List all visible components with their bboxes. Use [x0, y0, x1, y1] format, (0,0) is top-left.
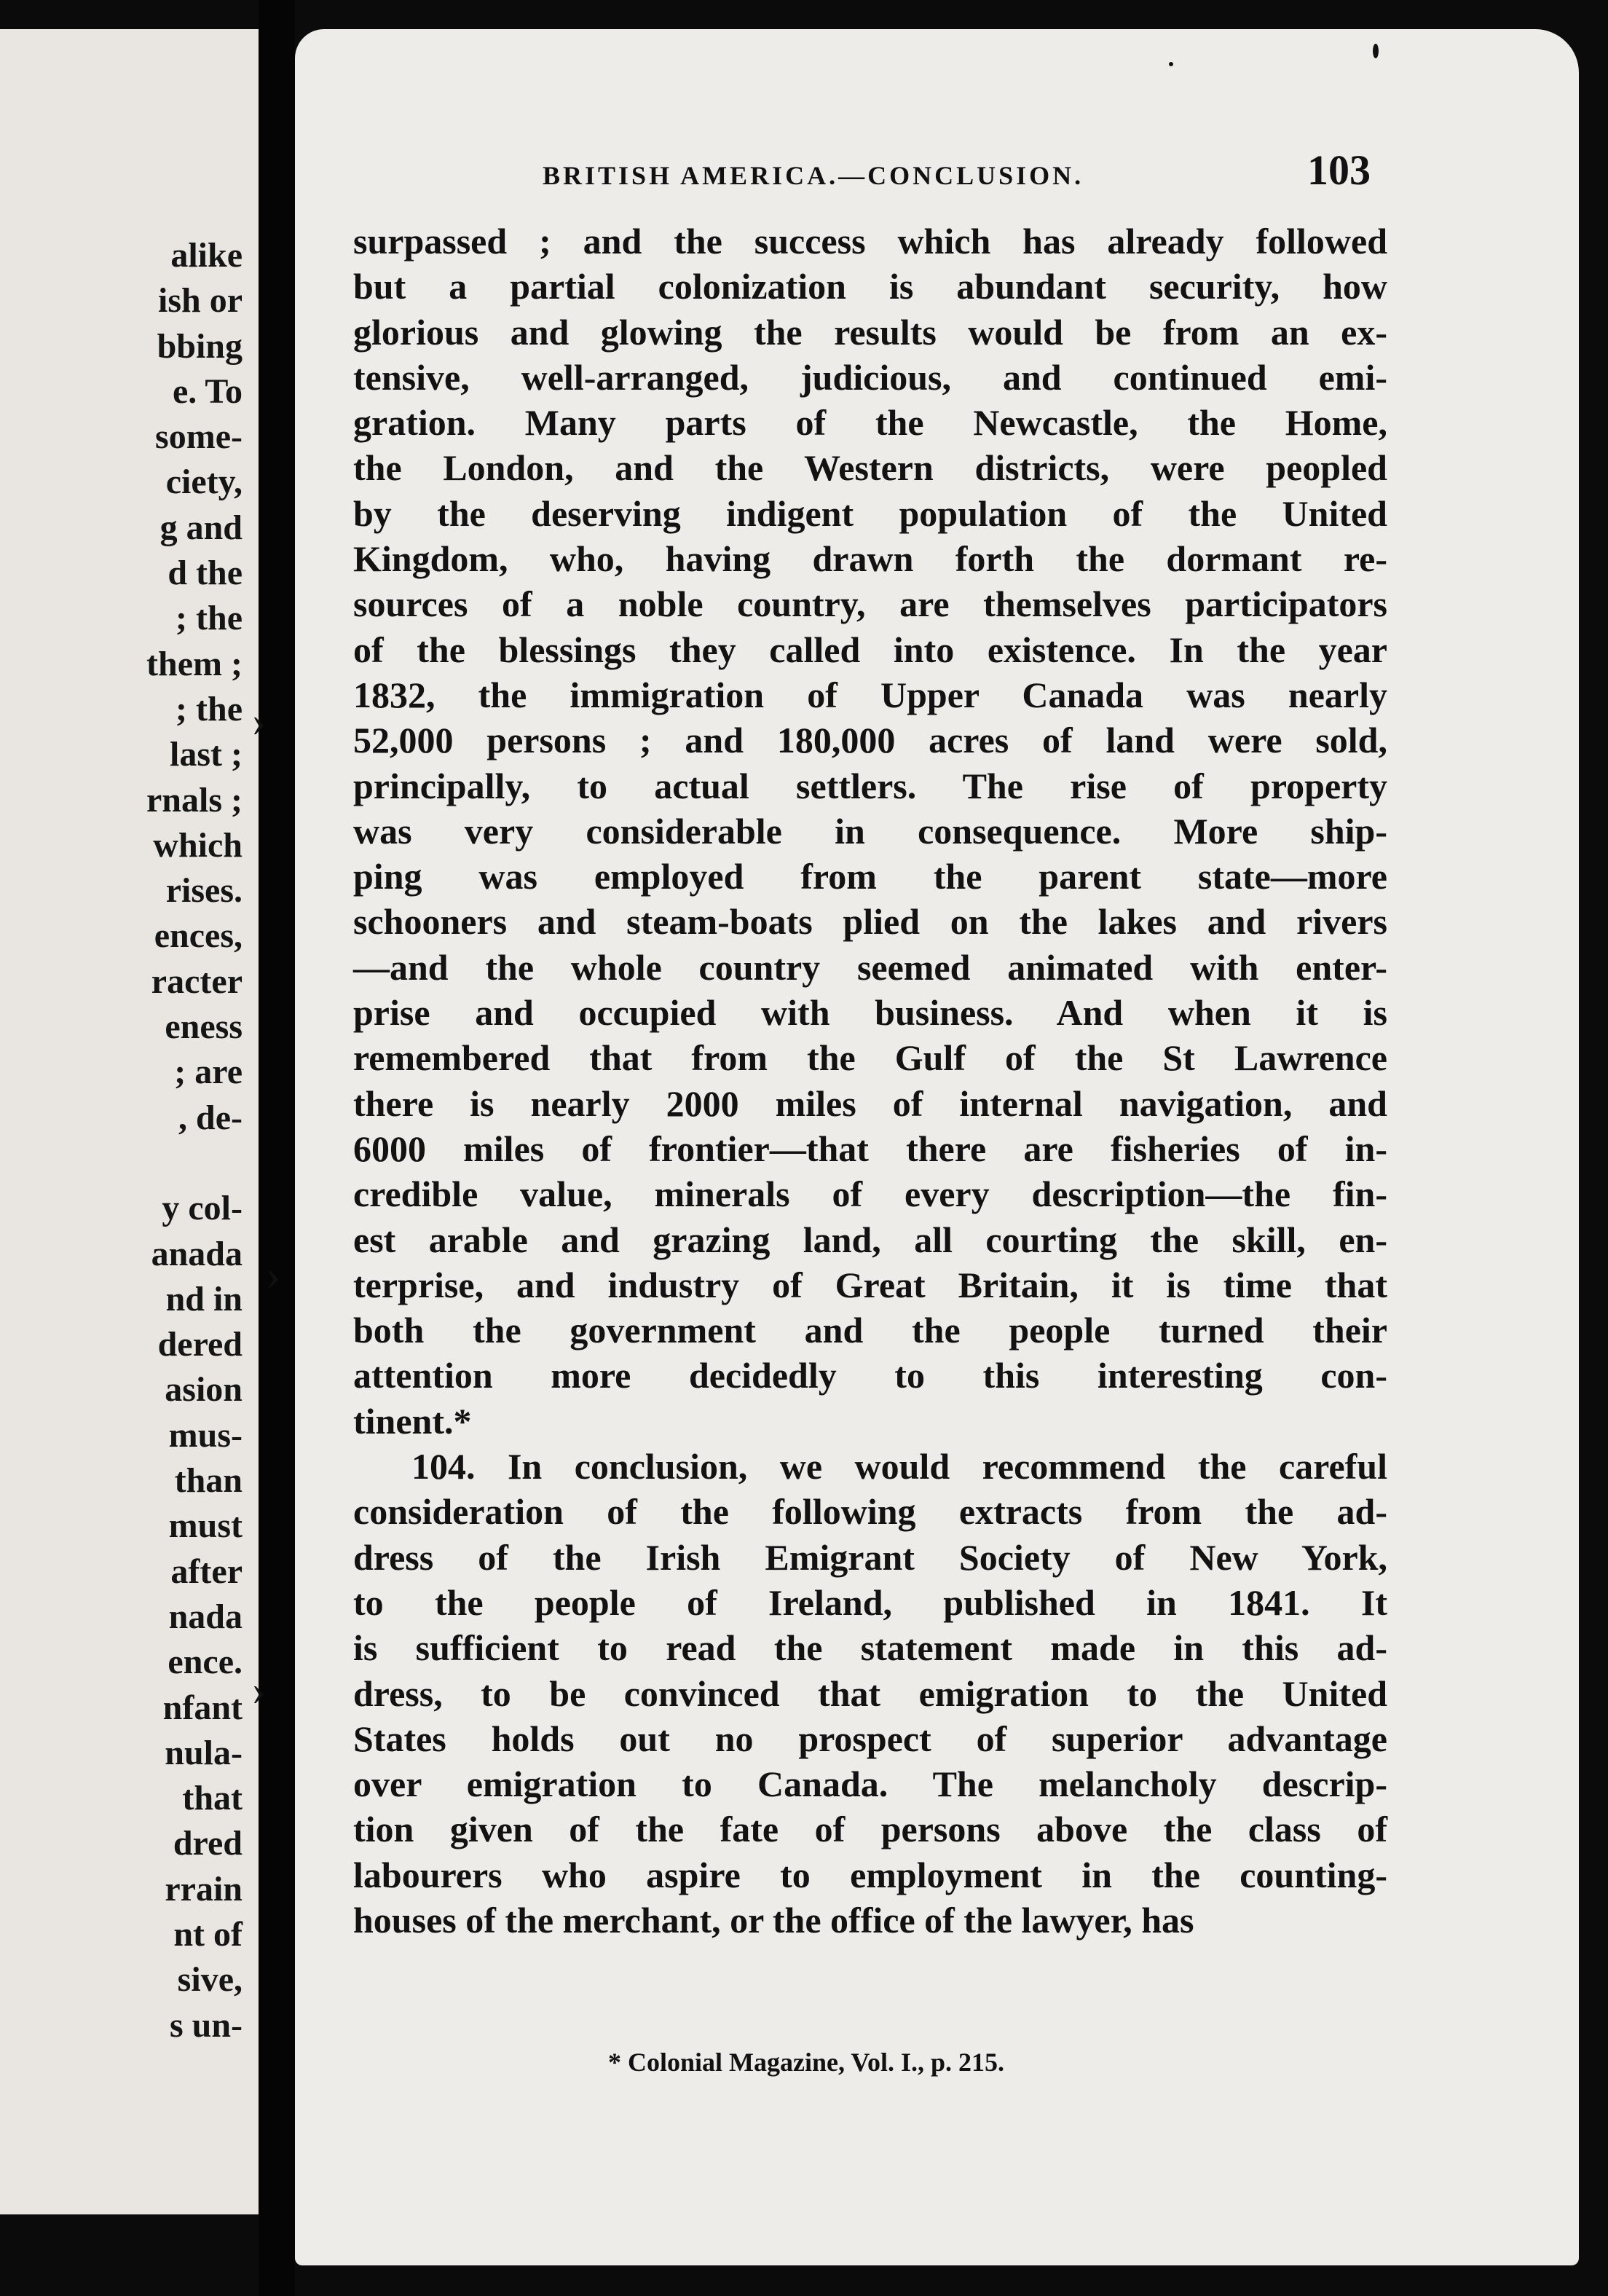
previous-page-line: ; the — [176, 599, 243, 638]
previous-page-line: d the — [168, 554, 243, 593]
text-line: dress of the Irish Emigrant Society of New York, — [353, 1536, 1387, 1578]
previous-page-line: dred — [173, 1824, 243, 1863]
previous-page-line: dered — [157, 1325, 243, 1364]
text-line: 1832, the immigration of Upper Canada was nearly — [353, 674, 1387, 715]
text-line: ping was employed from the parent state—more — [353, 856, 1387, 897]
book-page — [251, 29, 1579, 2265]
text-line: was very considerable in consequence. More ship- — [353, 810, 1387, 852]
previous-page-line: ; the — [176, 689, 243, 728]
previous-page-line: ences, — [154, 916, 243, 956]
previous-page-line: asion — [165, 1370, 243, 1410]
text-line: but a partial colonization is abundant security, how — [353, 266, 1387, 307]
previous-page-line: rnals ; — [146, 780, 243, 819]
text-line: there is nearly 2000 miles of internal navigation, and — [353, 1082, 1387, 1124]
text-line: to the people of Ireland, published in 1841. It — [353, 1581, 1387, 1623]
previous-page-line: ish or — [157, 281, 243, 321]
previous-page-line: s un- — [169, 2005, 243, 2045]
text-line: terprise, and industry of Great Britain, it is time that — [353, 1264, 1387, 1305]
text-line: over emigration to Canada. The melancholy descrip- — [353, 1764, 1387, 1805]
text-line: prise and occupied with business. And when it is — [353, 992, 1387, 1034]
text-line: labourers who aspire to employment in the counting- — [353, 1854, 1387, 1895]
text-line: consideration of the following extracts from the ad- — [353, 1491, 1387, 1533]
previous-page-line: nfant — [162, 1688, 243, 1727]
body-text — [353, 219, 1387, 1943]
running-head — [295, 138, 1579, 197]
text-line: sources of a noble country, are themselves participators — [353, 583, 1387, 625]
previous-page-line: mus- — [168, 1415, 243, 1455]
previous-page-line: bbing — [157, 326, 243, 366]
previous-page-line: y col- — [162, 1189, 243, 1228]
text-line: dress, to be convinced that emigration to the United — [353, 1672, 1387, 1714]
previous-page-line: eness — [165, 1007, 243, 1047]
text-line: tensive, well-arranged, judicious, and continued emi- — [353, 356, 1387, 398]
previous-page-line: them ; — [146, 644, 243, 683]
previous-page-line: some- — [155, 417, 243, 457]
previous-page-line: ence. — [168, 1643, 243, 1682]
previous-page-line: ciety, — [165, 463, 243, 502]
previous-page-line: than — [174, 1461, 243, 1501]
previous-page-line: nada — [168, 1597, 243, 1636]
text-line: est arable and grazing land, all courting the skill, en- — [353, 1219, 1387, 1260]
text-line: gration. Many parts of the Newcastle, the Home, — [353, 402, 1387, 444]
text-line: glorious and glowing the results would be from an ex- — [353, 311, 1387, 353]
text-line: principally, to actual settlers. The rise of property — [353, 765, 1387, 806]
page-number: 103 — [1307, 146, 1371, 194]
previous-page-line: alike — [170, 236, 243, 275]
text-line: houses of the merchant, or the office of the lawyer, has — [353, 1899, 1194, 1941]
previous-page-line — [146, 1141, 243, 1186]
margin-mark: › — [251, 1666, 266, 1714]
text-line: remembered that from the Gulf of the St Lawrence — [353, 1037, 1387, 1079]
previous-page-line: nt of — [173, 1914, 243, 1954]
text-line: —and the whole country seemed animated with enter- — [353, 946, 1387, 988]
text-line: schooners and steam-boats plied on the lakes and rivers — [353, 901, 1387, 943]
text-line: 52,000 persons ; and 180,000 acres of land were sold, — [353, 720, 1387, 761]
previous-page-line: which — [153, 825, 243, 865]
previous-page-line: nula- — [165, 1733, 243, 1772]
text-line: 6000 miles of frontier—that there are fisheries of in- — [353, 1128, 1387, 1169]
running-head-title: BRITISH AMERICA.—CONCLUSION. — [543, 161, 1084, 190]
previous-page-line: , de- — [178, 1098, 243, 1137]
text-line: 104. In conclusion, we would recommend the careful — [411, 1446, 1387, 1487]
text-line: States holds out no prospect of superior advantage — [353, 1718, 1387, 1759]
footnote: * Colonial Magazine, Vol. I., p. 215. — [608, 2048, 1005, 2077]
previous-page-line: after — [170, 1552, 243, 1591]
text-line: both the government and the people turned their — [353, 1310, 1387, 1351]
text-line: surpassed ; and the success which has already followed — [353, 221, 1387, 262]
previous-page-line: that — [182, 1779, 243, 1818]
text-line: by the deserving indigent population of the United — [353, 492, 1387, 534]
previous-page-line: nd in — [165, 1279, 243, 1318]
previous-page-line: e. To — [172, 371, 243, 411]
previous-page-fragment — [0, 29, 259, 2214]
ink-speck — [1169, 62, 1173, 66]
text-line: credible value, minerals of every description—the fin- — [353, 1173, 1387, 1215]
margin-mark: › — [266, 1251, 280, 1299]
previous-page-line: g and — [159, 508, 243, 547]
previous-page-line: rrain — [165, 1869, 243, 1908]
previous-page-text — [146, 233, 243, 2048]
text-line: is sufficient to read the statement made in this ad- — [353, 1627, 1387, 1669]
text-line: the London, and the Western districts, were peopled — [353, 447, 1387, 489]
text-line: attention more decidedly to this interesting con- — [353, 1355, 1387, 1396]
previous-page-line: rises. — [165, 871, 243, 911]
margin-mark: › — [251, 697, 266, 745]
previous-page-line: racter — [151, 962, 243, 1001]
text-line: Kingdom, who, having drawn forth the dormant re- — [353, 538, 1387, 580]
book-gutter — [259, 0, 295, 2296]
ink-speck — [1373, 44, 1379, 58]
previous-page-line: anada — [151, 1234, 243, 1273]
previous-page-line: sive, — [177, 1960, 243, 2000]
previous-page-line: must — [168, 1506, 243, 1546]
text-line: of the blessings they called into existence. In the year — [353, 629, 1387, 670]
previous-page-line: last ; — [170, 735, 243, 774]
previous-page-line: ; are — [174, 1053, 243, 1092]
text-line: tion given of the fate of persons above the class of — [353, 1809, 1387, 1850]
text-line: tinent.* — [353, 1400, 472, 1442]
